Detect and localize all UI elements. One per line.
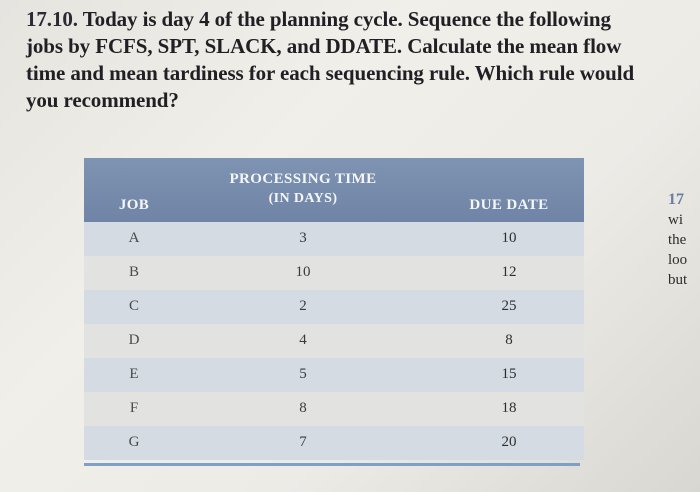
cell-job: G: [128, 434, 140, 450]
table-body: [84, 222, 584, 460]
problem-line-4: you recommend?: [26, 88, 179, 112]
table-row: [84, 256, 584, 290]
header-due-date: DUE DATE: [469, 197, 549, 213]
cell-processing-time: 3: [299, 230, 307, 246]
margin-fragment: the: [668, 232, 687, 248]
problem-line-1-text: Today is day 4 of the planning cycle. Sequence the following: [82, 7, 611, 31]
cell-processing-time: 5: [299, 366, 307, 382]
header-job: JOB: [118, 197, 150, 213]
cell-job: D: [128, 332, 140, 348]
cell-job: F: [129, 400, 139, 416]
margin-fragment: loo: [668, 252, 688, 268]
problem-number: 17.10.: [26, 7, 78, 31]
cell-processing-time: 10: [295, 264, 311, 280]
margin-fragment: wi: [668, 212, 683, 228]
table-row: [84, 222, 584, 256]
cell-due-date: 20: [501, 434, 517, 450]
cell-processing-time: 2: [299, 298, 307, 314]
jobs-table: [84, 158, 584, 460]
problem-statement: [26, 6, 666, 114]
header-processing-time: [192, 170, 414, 208]
table-row: [84, 290, 584, 324]
problem-line-2: jobs by FCFS, SPT, SLACK, and DDATE. Calculate the mean flow: [26, 34, 622, 58]
cell-due-date: 25: [501, 298, 517, 314]
table-row: [84, 358, 584, 392]
problem-line-3: time and mean tardiness for each sequencing rule. Which rule would: [26, 61, 635, 85]
problem-line-1: [26, 6, 666, 33]
table-row: [84, 392, 584, 426]
cell-processing-time: 4: [299, 332, 307, 348]
header-processing-line1: PROCESSING TIME: [229, 171, 377, 187]
margin-fragment: 17: [668, 191, 684, 208]
cell-processing-time: 7: [299, 434, 307, 450]
table-row: [84, 324, 584, 358]
cell-due-date: 18: [501, 400, 517, 416]
cell-processing-time: 8: [299, 400, 307, 416]
table-bottom-rule: [84, 463, 580, 466]
cell-job: C: [128, 298, 139, 314]
cell-job: E: [129, 366, 139, 382]
cell-due-date: 12: [501, 264, 517, 280]
cell-job: A: [128, 230, 140, 246]
table-row: [84, 426, 584, 460]
cropped-margin-text: [668, 190, 700, 290]
table-header: [84, 158, 584, 222]
cell-job: B: [128, 264, 139, 280]
header-processing-line2: (IN DAYS): [268, 191, 338, 206]
cell-due-date: 8: [505, 332, 513, 348]
cell-due-date: 15: [501, 366, 517, 382]
margin-fragment: but: [668, 272, 688, 288]
cell-due-date: 10: [501, 230, 517, 246]
